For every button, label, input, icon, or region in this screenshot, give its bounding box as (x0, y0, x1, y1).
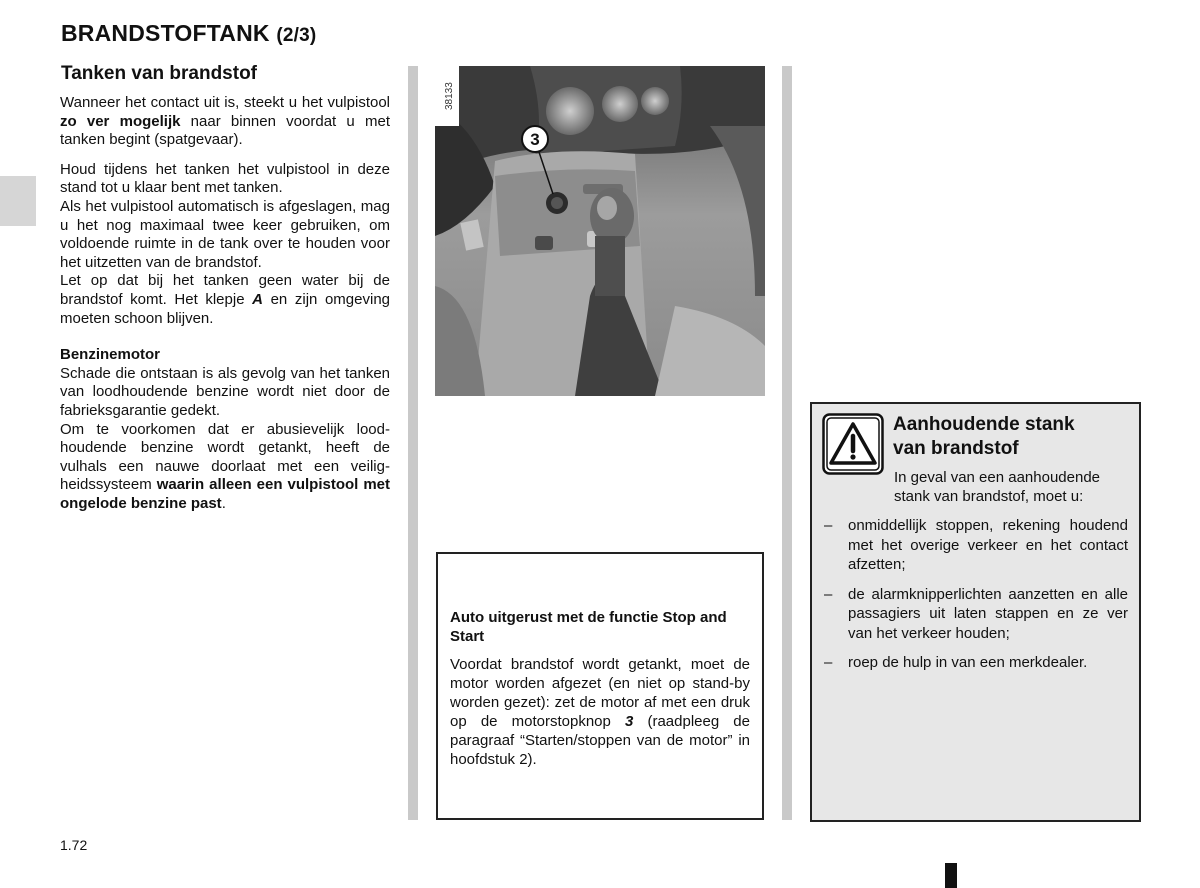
chapter-tab (0, 176, 36, 226)
page-number: 1.72 (60, 837, 88, 853)
warning-title: Aanhoudende stank van brandstof (893, 414, 1075, 459)
main-text-column (60, 94, 390, 513)
callout-label: 3 (530, 130, 540, 149)
stop-start-heading: Auto uitgerust met de functie Stop and Start (450, 609, 727, 645)
page-title: BRANDSTOFTANK (2/3) (61, 20, 317, 46)
dashboard-illustration (435, 66, 765, 396)
warning-intro: In geval van een aanhoudende stank van brandstof, moet u: (894, 469, 1101, 505)
warning-title-line: van brandstof (893, 438, 1019, 459)
page-title-part: (2/3) (276, 25, 317, 46)
paragraph-auto-shutoff: Als het vulpistool automatisch is afgeslagen, mag u het nog maximaal twee keer gebruiken, om voldoende ruimte in de tank over te houden voor het uitzetten van de brandstof. (60, 197, 390, 271)
paragraph-water: Let op dat bij het tanken geen water bij de brandstof komt. Het klepje A en zijn omgeving moeten schoon blijven. (60, 272, 391, 327)
column-divider (782, 66, 792, 820)
paragraph-hold-nozzle: Houd tijdens het tanken het vulpistool in deze stand tot u klaar bent met tanken. (60, 160, 390, 197)
page-marker (945, 863, 957, 888)
section-heading: Tanken van brandstof (61, 63, 258, 84)
stop-start-box (436, 552, 764, 820)
list-item: – de alarmknipperlichten aanzetten en alle passagiers uit laten stappen en ze ver van het verkeer houden; (824, 585, 1128, 642)
paragraph-insert-nozzle: Wanneer het contact uit is, steekt u het vulpistool zo ver mogelijk naar binnen voordat u met tanken begint (spatgevaar). (60, 94, 390, 149)
list-item: – onmiddellijk stoppen, rekening houdend met het overige verkeer en het contact afzetten; (824, 517, 1128, 573)
warning-triangle-icon (822, 413, 884, 475)
figure-reference: 38133 (444, 82, 455, 110)
paragraph-benzine-damage: Schade die ontstaan is als gevolg van het tanken van loodhoudende benzine wordt niet door de fabrieksgarantie gedekt. (60, 364, 390, 419)
column-divider (408, 66, 418, 820)
warning-list (824, 516, 1128, 683)
paragraph-benzine-safety: Om te voorkomen dat er abusievelijk loodhoudende benzine wordt getankt, heeft de vulhals een nauwe doorlaat met een veiligheidssysteem waarin alleen een vulpistool met ongelode benzine past. (60, 420, 390, 512)
benzine-heading: Benzinemotor (60, 346, 161, 364)
dashboard-photo (435, 66, 765, 396)
warning-box (810, 402, 1141, 822)
stop-start-body: Voordat brandstof wordt getankt, moet de motor worden afgezet (en niet op stand-by worden gezet): zet de motor af met een druk op de motorstopknop 3 (raadpleeg de paragraaf “Starten/stoppen van de motor” in hoofdstuk 2). (450, 656, 750, 768)
list-item: – roep de hulp in van een merkdealer. (824, 654, 1088, 671)
